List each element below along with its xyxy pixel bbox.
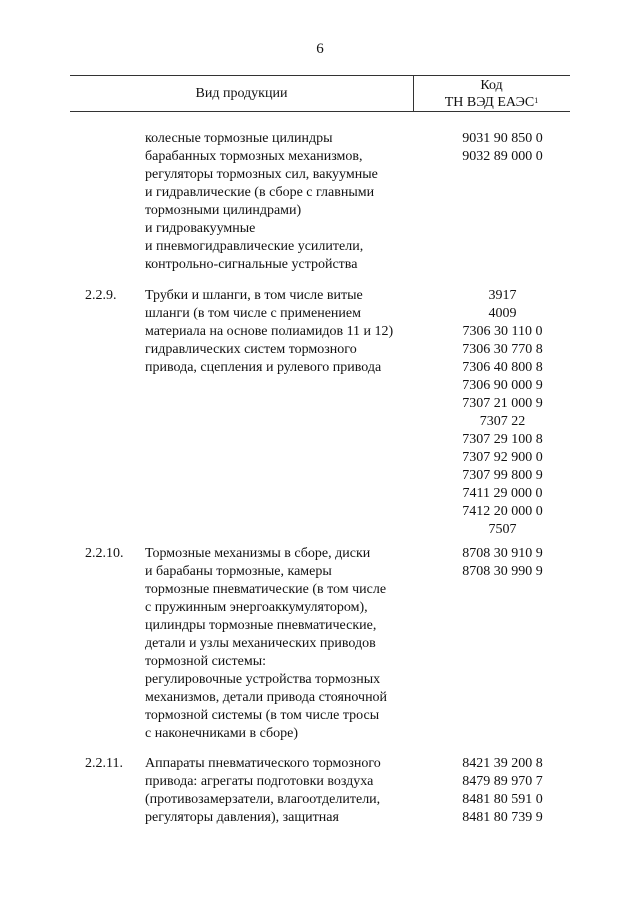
header-product-type: Вид продукции bbox=[195, 86, 288, 101]
tnved-code: 8708 30 990 9 bbox=[462, 564, 543, 579]
description-line: и гидравлические (в сборе с главными bbox=[145, 185, 375, 200]
tnved-code: 8481 80 739 9 bbox=[462, 810, 543, 825]
code-list bbox=[440, 130, 565, 166]
description-line: (противозамерзатели, влагоотделители, bbox=[145, 792, 381, 807]
code-list bbox=[440, 287, 565, 539]
description-line: и гидровакуумные bbox=[145, 221, 256, 236]
tnved-code: 8421 39 200 8 bbox=[462, 756, 543, 771]
description-line: цилиндры тормозные пневматические, bbox=[145, 618, 377, 633]
code-list bbox=[440, 545, 565, 581]
code-list bbox=[440, 755, 565, 827]
section-number: 2.2.10. bbox=[85, 546, 124, 561]
description-line: барабанных тормозных механизмов, bbox=[145, 149, 363, 164]
product-description bbox=[145, 130, 415, 274]
tnved-code: 7507 bbox=[488, 522, 517, 537]
description-line: шланги (в том числе с применением bbox=[145, 306, 361, 321]
tnved-code: 8708 30 910 9 bbox=[462, 546, 543, 561]
tnved-code: 7307 92 900 0 bbox=[462, 450, 543, 465]
footnote-marker: 1 bbox=[534, 96, 539, 105]
tnved-code: 4009 bbox=[488, 306, 517, 321]
tnved-code: 7412 20 000 0 bbox=[462, 504, 543, 519]
tnved-code: 7306 40 800 8 bbox=[462, 360, 543, 375]
table-top-rule bbox=[70, 75, 570, 76]
table-header-bottom-rule bbox=[70, 111, 570, 112]
tnved-code: 7307 99 800 9 bbox=[462, 468, 543, 483]
header-code-label: Код bbox=[480, 78, 503, 93]
section-number: 2.2.9. bbox=[85, 288, 117, 303]
description-line: материала на основе полиамидов 11 и 12) bbox=[145, 324, 394, 339]
description-line: привода, сцепления и рулевого привода bbox=[145, 360, 382, 375]
tnved-code: 7307 29 100 8 bbox=[462, 432, 543, 447]
description-line: тормозными цилиндрами) bbox=[145, 203, 302, 218]
tnved-code: 7307 21 000 9 bbox=[462, 396, 543, 411]
page-number: 6 bbox=[316, 41, 324, 57]
tnved-code: 7306 30 110 0 bbox=[462, 324, 543, 339]
description-line: регуляторы тормозных сил, вакуумные bbox=[145, 167, 378, 182]
description-line: и барабаны тормозные, камеры bbox=[145, 564, 332, 579]
product-description bbox=[145, 287, 415, 377]
product-description bbox=[145, 755, 415, 827]
description-line: с наконечниками в сборе) bbox=[145, 726, 299, 741]
tnved-code: 7306 90 000 9 bbox=[462, 378, 543, 393]
tnved-code: 8479 89 970 7 bbox=[462, 774, 543, 789]
tnved-code: 7307 22 bbox=[479, 414, 526, 429]
description-line: Трубки и шланги, в том числе витые bbox=[145, 288, 363, 303]
header-code-column bbox=[413, 77, 570, 111]
tnved-code: 8481 80 591 0 bbox=[462, 792, 543, 807]
description-line: колесные тормозные цилиндры bbox=[145, 131, 333, 146]
section-number: 2.2.11. bbox=[85, 756, 123, 771]
description-line: механизмов, детали привода стояночной bbox=[145, 690, 388, 705]
tnved-code: 9031 90 850 0 bbox=[462, 131, 543, 146]
description-line: регуляторы давления), защитная bbox=[145, 810, 339, 825]
description-line: привода: агрегаты подготовки воздуха bbox=[145, 774, 374, 789]
description-line: Аппараты пневматического тормозного bbox=[145, 756, 381, 771]
tnved-code: 7306 30 770 8 bbox=[462, 342, 543, 357]
tnved-code: 9032 89 000 0 bbox=[462, 149, 543, 164]
tnved-code: 3917 bbox=[488, 288, 517, 303]
description-line: гидравлических систем тормозного bbox=[145, 342, 357, 357]
description-line: с пружинным энергоаккумулятором), bbox=[145, 600, 368, 615]
description-line: регулировочные устройства тормозных bbox=[145, 672, 381, 687]
description-line: тормозные пневматические (в том числе bbox=[145, 582, 387, 597]
description-line: тормозной системы (в том числе тросы bbox=[145, 708, 380, 723]
product-description bbox=[145, 545, 415, 743]
description-line: тормозной системы: bbox=[145, 654, 267, 669]
description-line: и пневмогидравлические усилители, bbox=[145, 239, 364, 254]
description-line: контрольно-сигнальные устройства bbox=[145, 257, 358, 272]
header-code-system bbox=[413, 94, 570, 111]
header-code-system-text: ТН ВЭД ЕАЭС bbox=[444, 95, 535, 110]
tnved-code: 7411 29 000 0 bbox=[462, 486, 543, 501]
description-line: Тормозные механизмы в сборе, диски bbox=[145, 546, 371, 561]
description-line: детали и узлы механических приводов bbox=[145, 636, 376, 651]
